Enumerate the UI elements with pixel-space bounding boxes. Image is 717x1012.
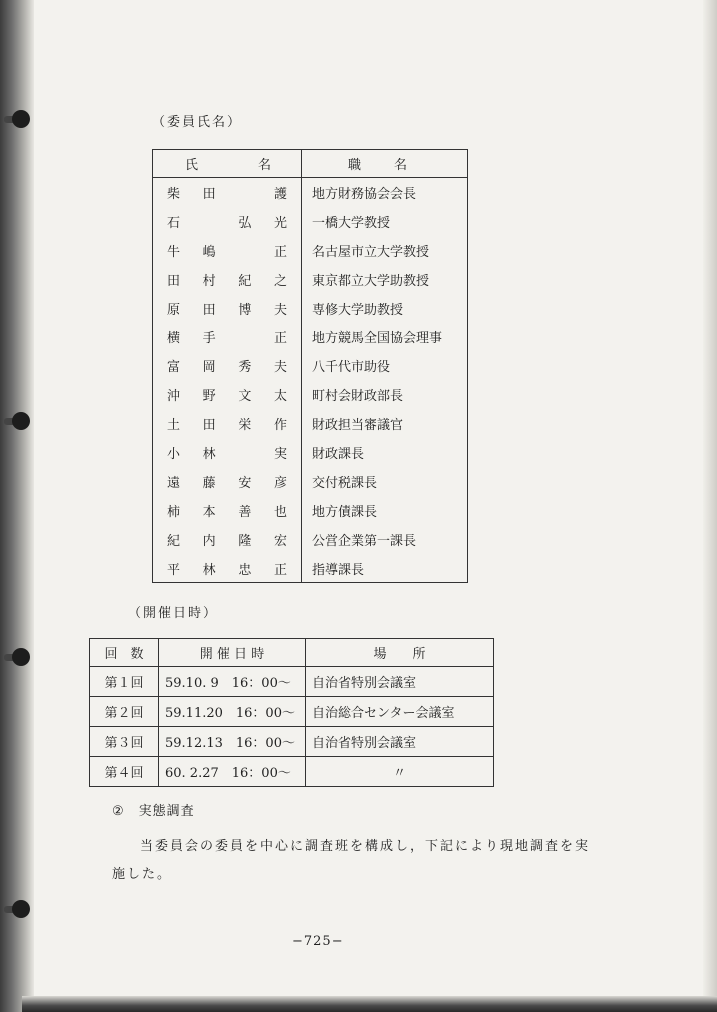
page-bottom-edge bbox=[22, 996, 717, 1012]
schedule-row bbox=[90, 727, 494, 757]
member-title: 財政課長 bbox=[312, 446, 365, 462]
session-cell: 第２回 bbox=[90, 697, 159, 727]
member-name: 田 村 紀 之 bbox=[153, 265, 302, 294]
binder-ring-icon bbox=[4, 646, 34, 668]
member-row bbox=[153, 236, 468, 265]
body-paragraph: 当委員会の委員を中心に調査班を構成し，下記により現地調査を実施した。 bbox=[112, 839, 591, 882]
member-title: 東京都立大学助教授 bbox=[312, 273, 430, 289]
session-cell: 第３回 bbox=[90, 727, 159, 757]
member-title: 財政担当審議官 bbox=[312, 418, 404, 434]
ditto-mark: 〃 bbox=[392, 766, 406, 781]
member-title: 町村会財政部長 bbox=[312, 389, 404, 405]
section-title: 実態調査 bbox=[138, 804, 195, 819]
schedule-body bbox=[90, 667, 494, 787]
member-name: 柿 本 善 也 bbox=[153, 496, 302, 525]
member-title: 一橋大学教授 bbox=[312, 215, 391, 231]
place-cell: 自治省特別会議室 bbox=[306, 667, 494, 697]
schedule-header-row bbox=[90, 639, 494, 667]
member-row bbox=[153, 380, 468, 409]
member-name: 平 林 忠 正 bbox=[153, 554, 302, 583]
members-body bbox=[153, 178, 468, 583]
place-cell: 自治省特別会議室 bbox=[306, 727, 494, 757]
schedule-caption: （開催日時） bbox=[128, 606, 219, 621]
member-row bbox=[153, 438, 468, 467]
session-column-header: 回 数 bbox=[90, 639, 159, 667]
member-row bbox=[153, 178, 468, 207]
place-cell: 自治総合センター会議室 bbox=[306, 697, 494, 727]
member-row bbox=[153, 409, 468, 438]
member-title: 地方競馬全国協会理事 bbox=[312, 331, 443, 347]
binder-ring-icon bbox=[4, 410, 34, 432]
datetime-cell: 60. 2.27 16：00〜 bbox=[159, 757, 306, 787]
member-title: 名古屋市立大学教授 bbox=[312, 244, 430, 260]
member-title: 地方債課長 bbox=[312, 504, 378, 520]
member-title: 八千代市助役 bbox=[312, 360, 391, 376]
member-name: 原 田 博 夫 bbox=[153, 294, 302, 323]
member-name: 紀 内 隆 宏 bbox=[153, 525, 302, 554]
member-name: 富 岡 秀 夫 bbox=[153, 351, 302, 380]
member-title: 専修大学助教授 bbox=[312, 302, 404, 318]
member-name: 石 弘 光 bbox=[153, 207, 302, 236]
section-heading bbox=[112, 800, 195, 819]
member-row bbox=[153, 322, 468, 351]
datetime-cell: 59.11.20 16：00〜 bbox=[159, 697, 306, 727]
members-header-row bbox=[153, 150, 468, 178]
member-row bbox=[153, 496, 468, 525]
name-column-header: 氏 名 bbox=[153, 150, 302, 178]
member-name: 小 林 実 bbox=[153, 438, 302, 467]
binder-spine bbox=[0, 0, 34, 1012]
place-column-header: 場 所 bbox=[306, 639, 494, 667]
schedule-row bbox=[90, 697, 494, 727]
member-row bbox=[153, 554, 468, 583]
member-title: 指導課長 bbox=[312, 562, 365, 578]
member-name: 遠 藤 安 彦 bbox=[153, 467, 302, 496]
member-name: 沖 野 文 太 bbox=[153, 380, 302, 409]
member-name: 牛 嶋 正 bbox=[153, 236, 302, 265]
member-title: 交付税課長 bbox=[312, 475, 378, 491]
page-number: −725− bbox=[292, 934, 344, 949]
session-cell: 第４回 bbox=[90, 757, 159, 787]
binder-ring-icon bbox=[4, 898, 34, 920]
schedule-row bbox=[90, 667, 494, 697]
member-row bbox=[153, 265, 468, 294]
member-row bbox=[153, 207, 468, 236]
member-row bbox=[153, 351, 468, 380]
schedule-row bbox=[90, 757, 494, 787]
page-right-edge bbox=[703, 0, 717, 1012]
datetime-column-header: 開 催 日 時 bbox=[159, 639, 306, 667]
datetime-cell: 59.12.13 16：00〜 bbox=[159, 727, 306, 757]
members-table bbox=[152, 149, 468, 583]
member-name: 横 手 正 bbox=[153, 322, 302, 351]
session-cell: 第１回 bbox=[90, 667, 159, 697]
binder-ring-icon bbox=[4, 108, 34, 130]
member-row bbox=[153, 294, 468, 323]
place-cell bbox=[306, 757, 494, 787]
title-column-header: 職 名 bbox=[302, 150, 468, 178]
member-row bbox=[153, 467, 468, 496]
schedule-table bbox=[89, 638, 494, 787]
datetime-cell: 59.10. 9 16：00〜 bbox=[159, 667, 306, 697]
member-name: 柴 田 護 bbox=[153, 178, 302, 207]
member-name: 土 田 栄 作 bbox=[153, 409, 302, 438]
section-number: ② bbox=[112, 804, 125, 819]
members-caption: （委員氏名） bbox=[152, 115, 243, 130]
member-title: 公営企業第一課長 bbox=[312, 533, 417, 549]
member-title: 地方財務協会会長 bbox=[312, 186, 417, 202]
member-row bbox=[153, 525, 468, 554]
